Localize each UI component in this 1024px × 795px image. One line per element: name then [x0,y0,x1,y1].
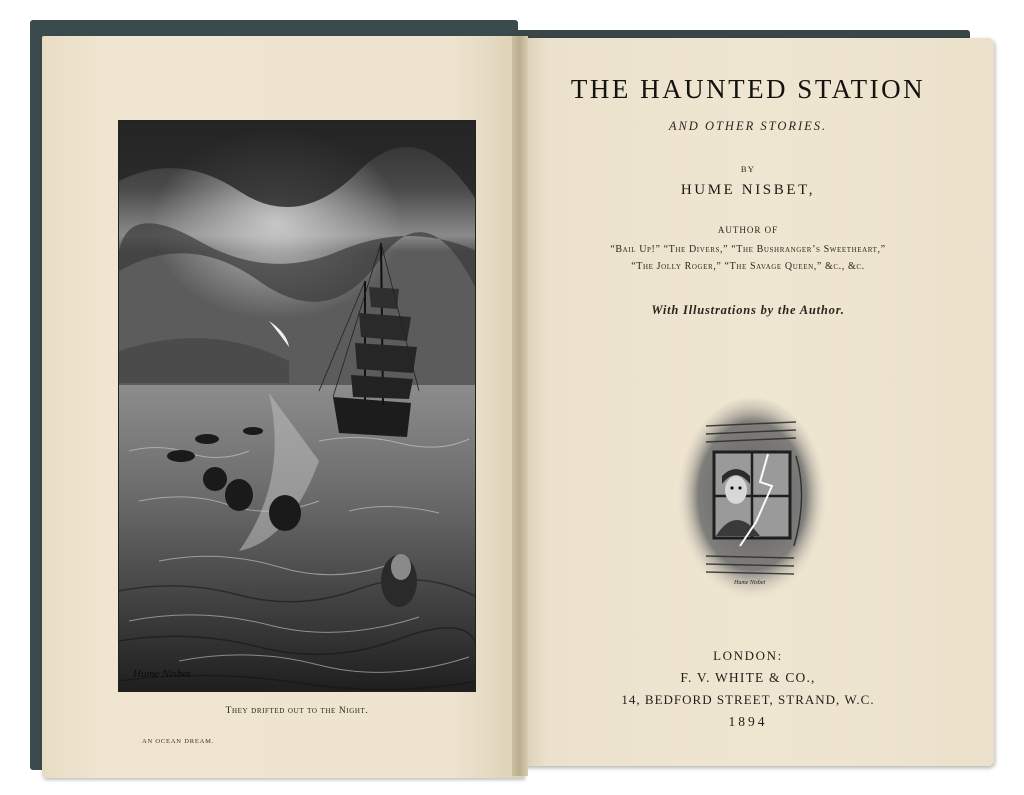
other-works-line-1: “Bail Up!” “The Divers,” “The Bushranger’s Sweetheart,” [610,244,886,255]
frontispiece-caption: They drifted out to the Night. [225,706,369,716]
imprint-city: LONDON: [713,648,783,663]
author-name: HUME NISBET, [680,182,816,198]
imprint-year: 1894 [728,714,768,729]
illustrations-note: With Illustrations by the Author. [651,303,845,317]
publisher-imprint [538,648,958,730]
imprint-address: 14, BEDFORD STREET, STRAND, W.C. [621,692,875,707]
imprint-publisher: F. V. WHITE & CO., [680,670,816,685]
title-page [538,70,958,318]
other-works-line-2: “The Jolly Roger,” “The Savage Queen,” &c., &c. [631,261,865,272]
book-title: THE HAUNTED STATION [570,74,926,104]
vignette-signature: Hume Nisbet [734,580,766,586]
title-vignette-illustration [676,396,828,606]
book-gutter [512,36,528,776]
other-works [538,241,958,275]
frontispiece-illustration [118,120,476,692]
frontispiece-note: AN OCEAN DREAM. [142,738,215,745]
frontispiece-signature: Hume Nisbet [133,668,191,680]
byline-by: BY [740,164,756,174]
book-subtitle: AND OTHER STORIES. [668,119,828,133]
author-of-label: AUTHOR OF [717,225,779,235]
